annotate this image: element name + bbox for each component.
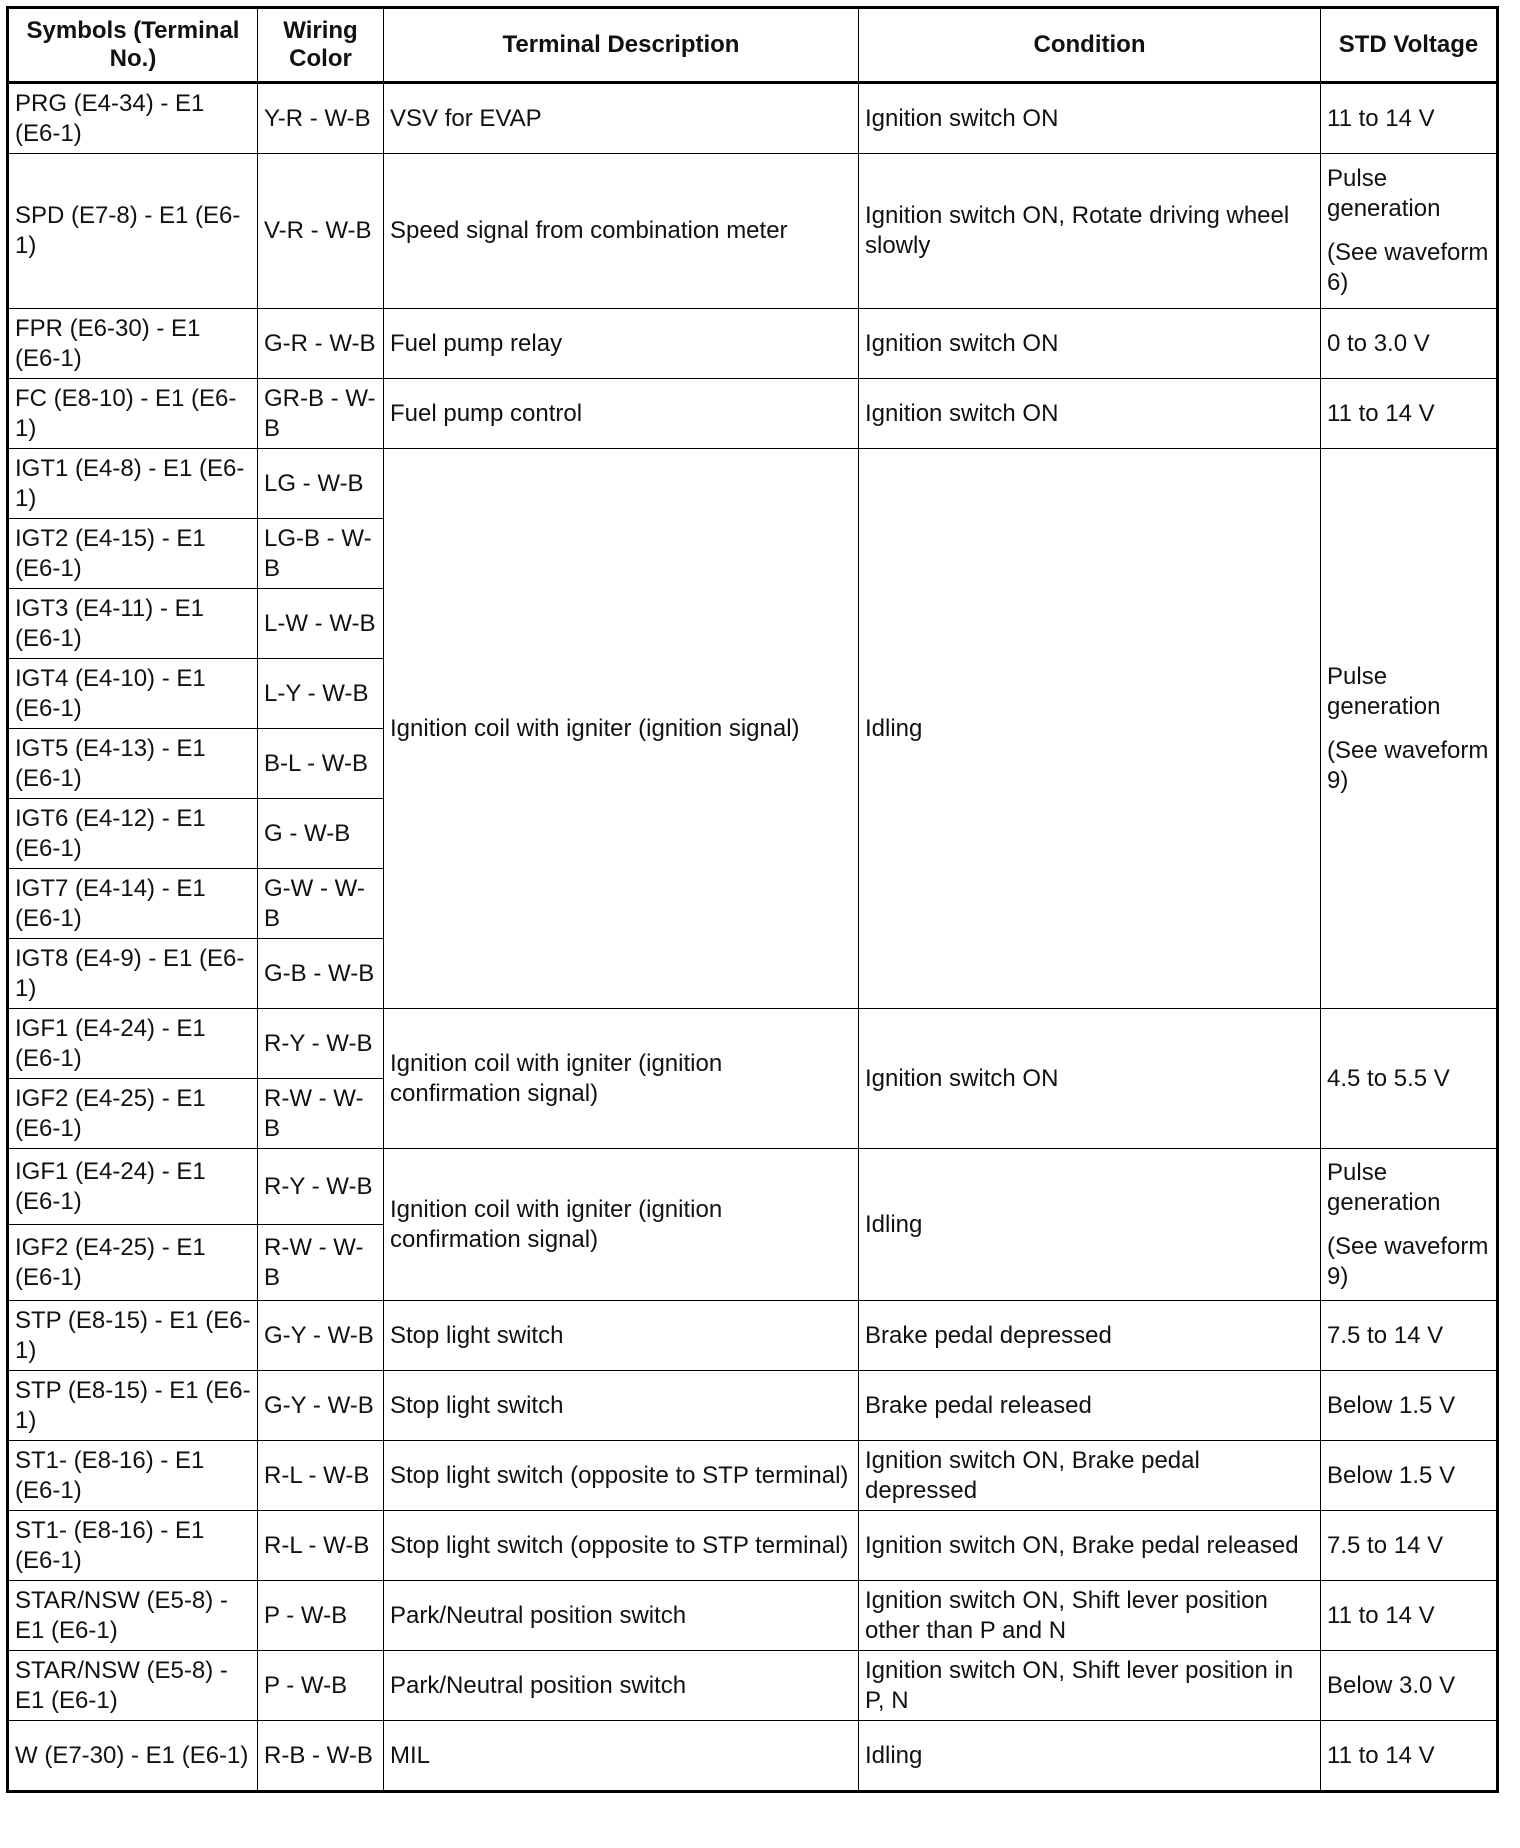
wiring-cell: G - W-B xyxy=(258,799,384,869)
header-wiring-color: Wiring Color xyxy=(258,8,384,83)
symbol-cell: IGT7 (E4-14) - E1 (E6-1) xyxy=(8,869,258,939)
wiring-cell: R-B - W-B xyxy=(258,1721,384,1792)
table-row xyxy=(8,1721,1498,1792)
table-row xyxy=(8,1009,1498,1079)
condition-cell: Ignition switch ON, Shift lever position other than P and N xyxy=(859,1581,1321,1651)
table-row xyxy=(8,154,1498,309)
symbol-cell: IGT6 (E4-12) - E1 (E6-1) xyxy=(8,799,258,869)
wiring-cell: P - W-B xyxy=(258,1581,384,1651)
symbol-cell: ST1- (E8-16) - E1 (E6-1) xyxy=(8,1511,258,1581)
symbol-cell: IGT4 (E4-10) - E1 (E6-1) xyxy=(8,659,258,729)
symbol-cell: IGT2 (E4-15) - E1 (E6-1) xyxy=(8,519,258,589)
voltage-waveform-ref: (See waveform 6) xyxy=(1327,239,1489,296)
description-cell: Stop light switch xyxy=(384,1301,859,1371)
header-symbols: Symbols (Terminal No.) xyxy=(8,8,258,83)
wiring-cell: L-Y - W-B xyxy=(258,659,384,729)
header-terminal-description: Terminal Description xyxy=(384,8,859,83)
wiring-cell: R-Y - W-B xyxy=(258,1149,384,1225)
table-row xyxy=(8,1441,1498,1511)
table-row xyxy=(8,379,1498,449)
voltage-cell: 7.5 to 14 V xyxy=(1321,1301,1498,1371)
condition-cell: Idling xyxy=(859,1149,1321,1301)
symbol-cell: IGF2 (E4-25) - E1 (E6-1) xyxy=(8,1225,258,1301)
table-row xyxy=(8,1511,1498,1581)
description-cell: Fuel pump relay xyxy=(384,309,859,379)
condition-cell: Ignition switch ON xyxy=(859,379,1321,449)
symbol-cell: IGT5 (E4-13) - E1 (E6-1) xyxy=(8,729,258,799)
symbol-cell: IGF1 (E4-24) - E1 (E6-1) xyxy=(8,1009,258,1079)
voltage-cell: 11 to 14 V xyxy=(1321,83,1498,154)
wiring-cell: G-Y - W-B xyxy=(258,1371,384,1441)
wiring-cell: G-B - W-B xyxy=(258,939,384,1009)
condition-cell: Ignition switch ON xyxy=(859,309,1321,379)
symbol-cell: FPR (E6-30) - E1 (E6-1) xyxy=(8,309,258,379)
description-cell: Park/Neutral position switch xyxy=(384,1581,859,1651)
description-cell: Ignition coil with igniter (ignition confirmation signal) xyxy=(384,1149,859,1301)
voltage-cell: Below 1.5 V xyxy=(1321,1371,1498,1441)
wiring-cell: L-W - W-B xyxy=(258,589,384,659)
condition-cell: Ignition switch ON, Shift lever position in P, N xyxy=(859,1651,1321,1721)
description-cell: Speed signal from combination meter xyxy=(384,154,859,309)
condition-cell: Ignition switch ON, Rotate driving wheel slowly xyxy=(859,154,1321,309)
condition-cell: Ignition switch ON, Brake pedal released xyxy=(859,1511,1321,1581)
description-cell: Stop light switch (opposite to STP terminal) xyxy=(384,1511,859,1581)
symbol-cell: STAR/NSW (E5-8) - E1 (E6-1) xyxy=(8,1651,258,1721)
symbol-cell: W (E7-30) - E1 (E6-1) xyxy=(8,1721,258,1792)
description-cell: Ignition coil with igniter (ignition signal) xyxy=(384,449,859,1009)
voltage-cell: 4.5 to 5.5 V xyxy=(1321,1009,1498,1149)
symbol-cell: PRG (E4-34) - E1 (E6-1) xyxy=(8,83,258,154)
table-row xyxy=(8,1371,1498,1441)
condition-cell: Ignition switch ON xyxy=(859,1009,1321,1149)
voltage-cell: 11 to 14 V xyxy=(1321,379,1498,449)
symbol-cell: ST1- (E8-16) - E1 (E6-1) xyxy=(8,1441,258,1511)
voltage-waveform-ref: (See waveform 9) xyxy=(1327,1232,1489,1290)
terminal-table-container xyxy=(6,6,1499,1793)
header-row xyxy=(8,8,1498,83)
description-cell: Fuel pump control xyxy=(384,379,859,449)
voltage-cell: 0 to 3.0 V xyxy=(1321,309,1498,379)
ecm-terminal-table xyxy=(6,6,1499,1793)
symbol-cell: IGT3 (E4-11) - E1 (E6-1) xyxy=(8,589,258,659)
table-row xyxy=(8,1651,1498,1721)
voltage-cell: Below 3.0 V xyxy=(1321,1651,1498,1721)
voltage-pulse-text: Pulse generation xyxy=(1327,1158,1441,1216)
condition-cell: Ignition switch ON, Brake pedal depressed xyxy=(859,1441,1321,1511)
voltage-cell: 11 to 14 V xyxy=(1321,1581,1498,1651)
symbol-cell: IGF2 (E4-25) - E1 (E6-1) xyxy=(8,1079,258,1149)
voltage-cell xyxy=(1321,449,1498,1009)
symbol-cell: SPD (E7-8) - E1 (E6-1) xyxy=(8,154,258,309)
voltage-cell xyxy=(1321,1149,1498,1301)
table-row xyxy=(8,309,1498,379)
symbol-cell: IGF1 (E4-24) - E1 (E6-1) xyxy=(8,1149,258,1225)
condition-cell: Idling xyxy=(859,1721,1321,1792)
symbol-cell: STAR/NSW (E5-8) - E1 (E6-1) xyxy=(8,1581,258,1651)
symbol-cell: IGT1 (E4-8) - E1 (E6-1) xyxy=(8,449,258,519)
wiring-cell: G-R - W-B xyxy=(258,309,384,379)
wiring-cell: P - W-B xyxy=(258,1651,384,1721)
symbol-cell: STP (E8-15) - E1 (E6-1) xyxy=(8,1301,258,1371)
wiring-cell: LG-B - W-B xyxy=(258,519,384,589)
condition-cell: Ignition switch ON xyxy=(859,83,1321,154)
wiring-cell: R-Y - W-B xyxy=(258,1009,384,1079)
wiring-cell: B-L - W-B xyxy=(258,729,384,799)
wiring-cell: V-R - W-B xyxy=(258,154,384,309)
description-cell: Stop light switch (opposite to STP terminal) xyxy=(384,1441,859,1511)
voltage-pulse-text: Pulse generation xyxy=(1327,165,1441,222)
wiring-cell: G-W - W-B xyxy=(258,869,384,939)
condition-cell: Brake pedal released xyxy=(859,1371,1321,1441)
header-std-voltage: STD Voltage xyxy=(1321,8,1498,83)
description-cell: Ignition coil with igniter (ignition confirmation signal) xyxy=(384,1009,859,1149)
voltage-cell: 11 to 14 V xyxy=(1321,1721,1498,1792)
voltage-pulse-text: Pulse generation xyxy=(1327,662,1441,720)
table-row xyxy=(8,1581,1498,1651)
wiring-cell: R-L - W-B xyxy=(258,1441,384,1511)
description-cell: Stop light switch xyxy=(384,1371,859,1441)
condition-cell: Idling xyxy=(859,449,1321,1009)
voltage-waveform-ref: (See waveform 9) xyxy=(1327,736,1489,794)
table-row xyxy=(8,1301,1498,1371)
table-row xyxy=(8,1149,1498,1225)
voltage-cell: Below 1.5 V xyxy=(1321,1441,1498,1511)
description-cell: MIL xyxy=(384,1721,859,1792)
table-row xyxy=(8,83,1498,154)
header-condition: Condition xyxy=(859,8,1321,83)
wiring-cell: R-L - W-B xyxy=(258,1511,384,1581)
wiring-cell: GR-B - W-B xyxy=(258,379,384,449)
symbol-cell: IGT8 (E4-9) - E1 (E6-1) xyxy=(8,939,258,1009)
description-cell: Park/Neutral position switch xyxy=(384,1651,859,1721)
description-cell: VSV for EVAP xyxy=(384,83,859,154)
wiring-cell: R-W - W-B xyxy=(258,1079,384,1149)
wiring-cell: LG - W-B xyxy=(258,449,384,519)
voltage-cell: 7.5 to 14 V xyxy=(1321,1511,1498,1581)
wiring-cell: G-Y - W-B xyxy=(258,1301,384,1371)
table-row xyxy=(8,449,1498,519)
condition-cell: Brake pedal depressed xyxy=(859,1301,1321,1371)
voltage-cell xyxy=(1321,154,1498,309)
wiring-cell: R-W - W-B xyxy=(258,1225,384,1301)
symbol-cell: FC (E8-10) - E1 (E6-1) xyxy=(8,379,258,449)
symbol-cell: STP (E8-15) - E1 (E6-1) xyxy=(8,1371,258,1441)
wiring-cell: Y-R - W-B xyxy=(258,83,384,154)
